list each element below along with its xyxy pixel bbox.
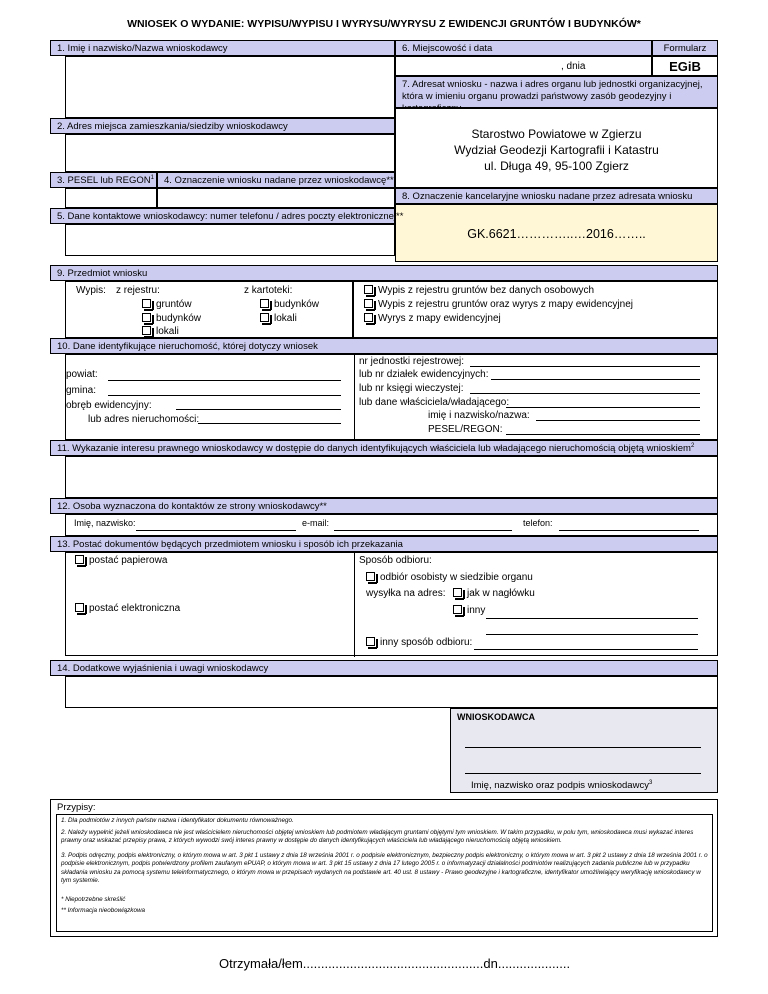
nr-ksiegi-field[interactable] (470, 393, 700, 394)
footnotes-box (50, 799, 718, 937)
nr-dzialek-field[interactable] (491, 379, 700, 380)
checkbox-icon (366, 572, 375, 581)
przypisy-label: Przypisy: (57, 802, 96, 813)
section-1-header: 1. Imię i nazwisko/Nazwa wnioskodawcy (50, 40, 395, 56)
checkbox-icon (364, 313, 373, 322)
checkbox-icon (75, 555, 84, 564)
inny-sposob-field[interactable] (474, 649, 698, 650)
powiat-label: powiat: (66, 369, 98, 380)
checkbox-icon (364, 299, 373, 308)
nr-jednostki-label: nr jednostki rejestrowej: (359, 356, 465, 367)
pesel-regon-field[interactable] (65, 188, 157, 208)
option-postac-papierowa[interactable]: postać papierowa (75, 555, 167, 566)
addressee-line-3: ul. Długa 49, 95-100 Zgierz (484, 159, 629, 173)
checkbox-icon (366, 637, 375, 646)
obreb-field[interactable] (176, 409, 341, 410)
section-12-header: 12. Osoba wyznaczona do kontaktów ze strony wnioskodawcy** (50, 498, 718, 514)
checkbox-icon (260, 313, 269, 322)
footnote-2: 2. Należy wypełnić jeżeli wnioskodawca nie jest właścicielem nieruchomości objętej wnioskiem lub podmiotem władającym gruntami objętymi tym wnioskiem. W takim przypadku, w polu tym, wnioskodawca musi wykazać interes prawny oraz wskazać przepisy prawa, z których wywodzi swój interes prawny w dostępie do danych identyfikujących właściciela lub władającego nieruchomością objętą wnioskiem. (61, 828, 694, 844)
contact-email-field[interactable] (334, 530, 512, 531)
adres-field[interactable] (198, 423, 341, 424)
section-9-header: 9. Przedmiot wniosku (50, 265, 718, 281)
signature-box (450, 708, 718, 793)
egib-code: EGiB (652, 56, 718, 76)
wnioskodawca-label: WNIOSKODAWCA (457, 712, 535, 722)
footnotes-inner (56, 814, 713, 932)
place-date-field[interactable] (395, 56, 652, 76)
email-label: e-mail: (302, 518, 330, 528)
footnote-double-star: ** Informacja nieobowiązkowa (61, 907, 146, 914)
nr-dzialek-label: lub nr działek ewidencyjnych: (359, 369, 489, 380)
nr-ksiegi-label: lub nr księgi wieczystej: (359, 383, 464, 394)
z-kartoteki-label: z kartoteki: (244, 285, 293, 296)
dane-wlasciciela-label: lub dane właściciela/władającego: (359, 397, 510, 408)
addressee-line-1: Starostwo Powiatowe w Zgierzu (471, 127, 642, 141)
contact-field[interactable] (65, 224, 395, 256)
addressee-line-2: Wydział Geodezji Kartografii i Katastru (454, 143, 659, 157)
option-wypis-wyrys[interactable]: Wypis z rejestru gruntów oraz wyrys z mapy ewidencyjnej (364, 299, 633, 310)
delivery-box (65, 552, 718, 656)
option-wypis-bez-danych[interactable]: Wypis z rejestru gruntów bez danych osobowych (364, 285, 594, 296)
pesel-regon-owner-field[interactable] (506, 434, 700, 435)
telefon-label: telefon: (523, 518, 553, 528)
nr-jednostki-field[interactable] (470, 366, 700, 367)
section-6-header: 6. Miejscowość i data (395, 40, 652, 56)
footnote-1: 1. Dla podmiotów z innych państw nazwa i identyfikator dokumentu równoważnego. (61, 817, 294, 824)
option-jak-w-naglowku[interactable]: jak w nagłówku (453, 588, 535, 599)
option-postac-elektroniczna[interactable]: postać elektroniczna (75, 603, 180, 614)
remarks-field[interactable] (65, 676, 718, 708)
wypis-label: Wypis: (76, 285, 106, 296)
received-line: Otrzymała/łem..................................................dn.................... (219, 956, 571, 971)
option-odbior-osobisty[interactable]: odbiór osobisty w siedzibie organu (366, 572, 533, 583)
signature-line-1[interactable] (465, 747, 701, 748)
property-data-box (65, 354, 718, 440)
section-3-header: 3. PESEL lub REGON$^1$ (50, 172, 157, 188)
sposob-odbioru-label: Sposób odbioru: (359, 555, 432, 566)
section-10-header: 10. Dane identyfikujące nieruchomość, której dotyczy wniosek (50, 338, 718, 354)
gk-number: GK.6621…………..…2016…….. (467, 227, 646, 241)
checkbox-icon (364, 285, 373, 294)
dane-wlasciciela-field[interactable] (506, 407, 700, 408)
section-14-header: 14. Dodatkowe wyjaśnienia i uwagi wnioskodawcy (50, 660, 718, 676)
checkbox-icon (142, 326, 151, 335)
checkbox-kartoteka-budynkow[interactable]: budynków (260, 299, 319, 310)
checkbox-icon (142, 313, 151, 322)
contact-phone-field[interactable] (559, 530, 699, 531)
inny-adres-field-1[interactable] (486, 618, 698, 619)
checkbox-icon (453, 588, 462, 597)
footnote-star: * Niepotrzebne skreślić (61, 895, 126, 903)
adres-label: lub adres nieruchomości: (88, 414, 200, 425)
section-5-header: 5. Dane kontaktowe wnioskodawcy: numer telefonu / adres poczty elektronicznej** (50, 208, 395, 224)
checkbox-lokali[interactable]: lokali (142, 326, 179, 337)
dnia-label: , dnia (561, 61, 586, 72)
imie-nazwa-label: imię i nazwisko/nazwa: (428, 410, 530, 421)
powiat-field[interactable] (108, 380, 341, 381)
formularz-label: Formularz (652, 40, 718, 56)
option-wyrys[interactable]: Wyrys z mapy ewidencyjnej (364, 313, 501, 324)
checkbox-kartoteka-lokali[interactable]: lokali (260, 313, 297, 324)
subject-left-box (65, 281, 353, 338)
inny-adres-field-2[interactable] (486, 634, 698, 635)
address-field[interactable] (65, 134, 395, 172)
obreb-label: obręb ewidencyjny: (66, 400, 152, 411)
checkbox-icon (75, 603, 84, 612)
registry-number-box (395, 204, 718, 262)
checkbox-icon (142, 299, 151, 308)
gmina-label: gmina: (66, 385, 97, 396)
subject-right-box (353, 281, 718, 338)
podpis-label: Imię, nazwisko oraz podpis wnioskodawcy$^3$ (471, 780, 653, 792)
gmina-field[interactable] (108, 395, 341, 396)
checkbox-icon (260, 299, 269, 308)
section-8-header: 8. Oznaczenie kancelaryjne wniosku nadane przez adresata wniosku (395, 188, 718, 204)
pesel-regon-label: PESEL/REGON: (428, 424, 503, 435)
section-7-header: 7. Adresat wniosku - nazwa i adres organu lub jednostki organizacyjnej, która w imieniu organu prowadzi państwowy zasób geodezyjny i (395, 76, 718, 108)
applicant-name-field[interactable] (65, 56, 395, 118)
imie-nazwisko-label: Imię, nazwisko: (74, 518, 136, 528)
section-2-header: 2. Adres miejsca zamieszkania/siedziby wnioskodawcy (50, 118, 395, 134)
contact-person-box (65, 514, 718, 536)
imie-nazwa-field[interactable] (536, 420, 700, 421)
legal-interest-field[interactable] (65, 456, 718, 498)
wysylka-label: wysyłka na adres: (366, 588, 446, 599)
checkbox-budynkow[interactable]: budynków (142, 313, 201, 324)
section-4-header: 4. Oznaczenie wniosku nadane przez wnioskodawcę** (157, 172, 395, 188)
section-11-header: 11. Wykazanie interesu prawnego wnioskodawcy w dostępie do danych identyfikujących właściciela lub władającego nieruchomością objętą wnioskiem$^2$ (50, 440, 718, 456)
option-inny-sposob[interactable]: inny sposób odbioru: (366, 637, 472, 648)
option-inny-adres[interactable]: inny (453, 605, 485, 616)
section-13-header: 13. Postać dokumentów będących przedmiotem wniosku i sposób ich przekazania (50, 536, 718, 552)
form-title: WNIOSEK O WYDANIE: WYPISU/WYPISU I WYRYSU/WYRYSU Z EWIDENCJI GRUNTÓW I BUDYNKÓW* (127, 18, 641, 30)
addressee-box (395, 108, 718, 188)
checkbox-icon (453, 605, 462, 614)
footnote-3: 3. Podpis odręczny, podpis elektroniczny, o którym mowa w art. 3 pkt 1 ustawy z dnia 18 września 2001 r. o podpisie elektronicznym, bezpieczny podpis elektroniczny, o którym mowa w art. 3 pkt 2 ustawy z dnia 18 września 2001 r. o podpisie elektronicznym, podpis potwierdzony profilem zaufanym ePUAP, o którym mowa w art. 3 pkt 15 ustawy z dnia 17 lutego 2005 r. o informatyzacji działalności podmiotów realizujących zadania publiczne lub w przypadku składania wniosku za pomocą systemu teleinformatycznego, o którym mowa w przepisach wydanych na podstawie art. 40 ust. 8 ustawy - Prawo geodezyjne i kartograficzne, identyfikator umożliwiający weryfikację wnioskodawcy w tym systemie. (61, 851, 708, 884)
z-rejestru-label: z rejestru: (116, 285, 160, 296)
contact-name-field[interactable] (136, 530, 296, 531)
signature-line-2[interactable] (465, 773, 701, 774)
applicant-reference-field[interactable] (157, 188, 395, 208)
checkbox-gruntow[interactable]: gruntów (142, 299, 192, 310)
